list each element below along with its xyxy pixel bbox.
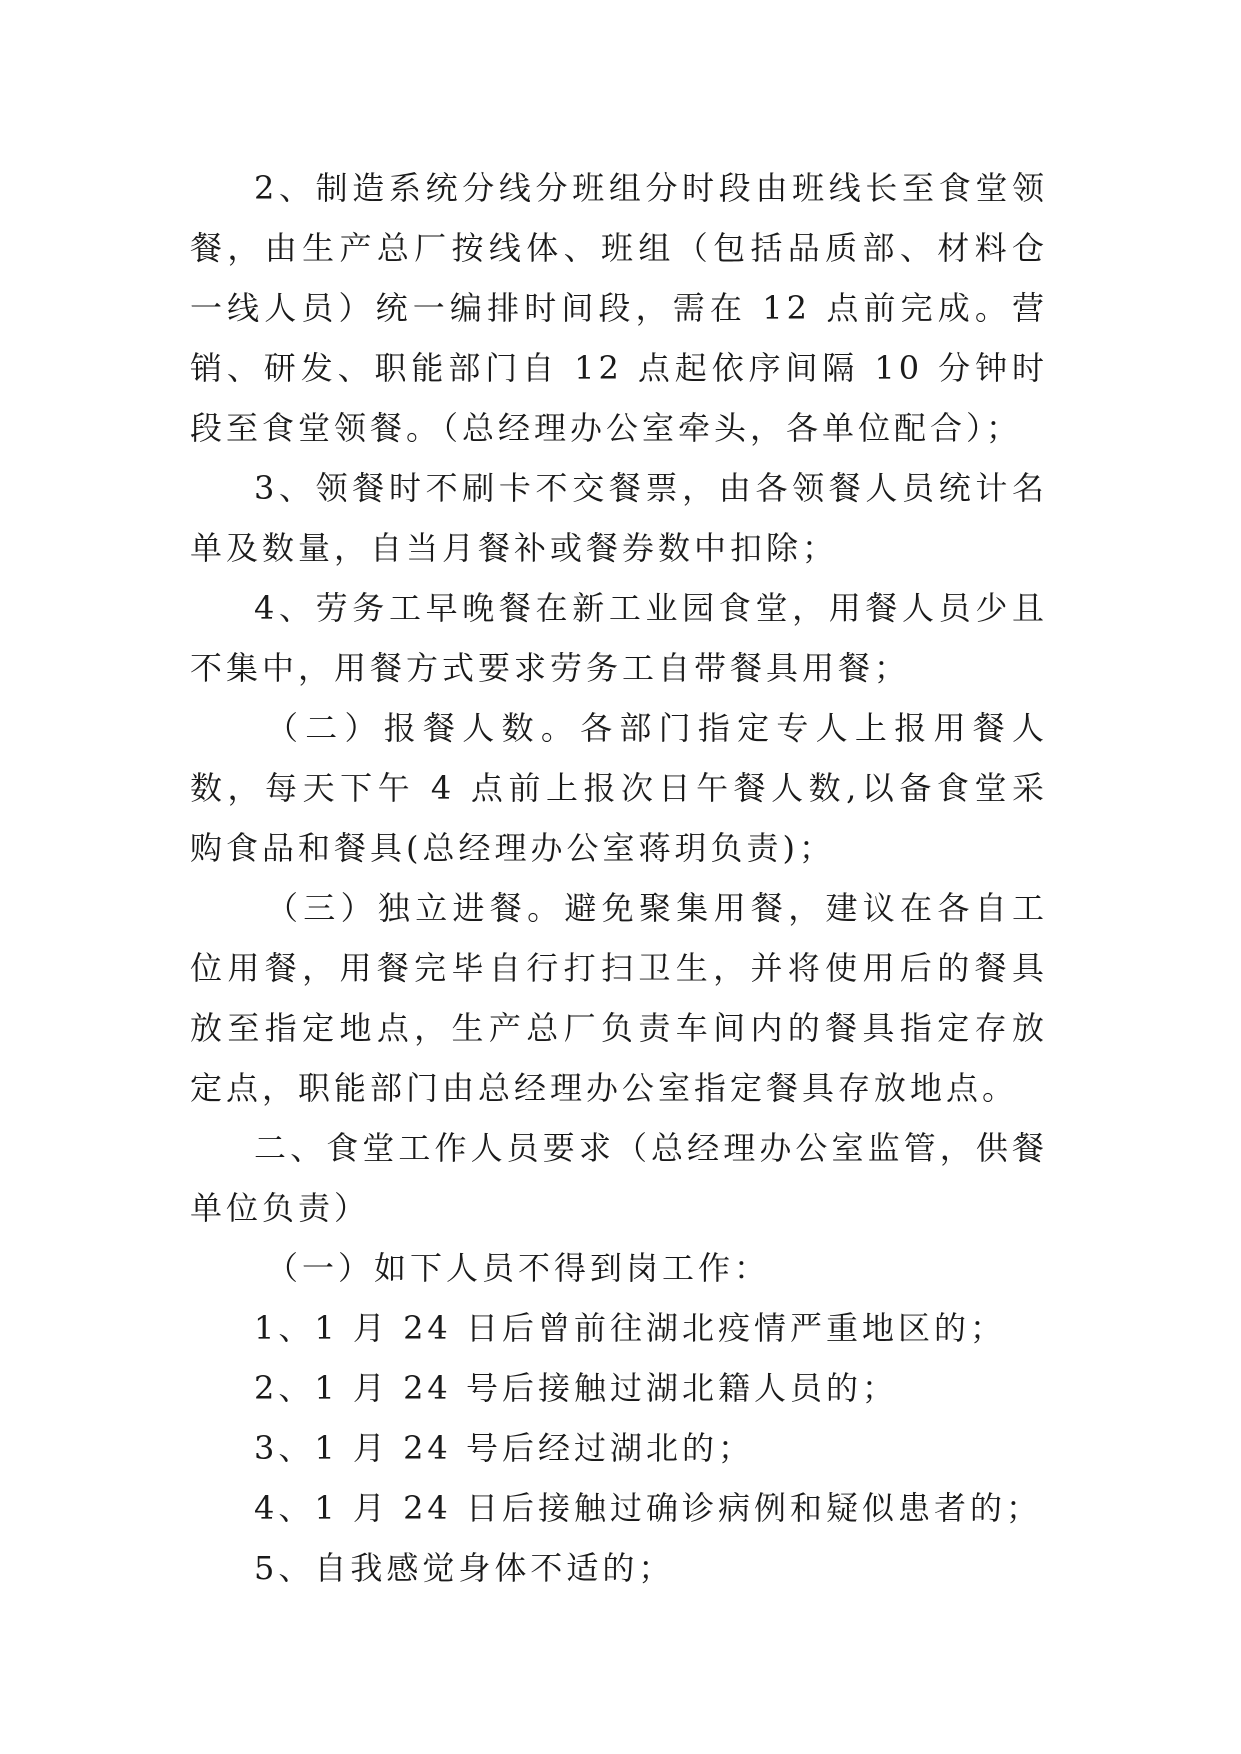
paragraph-subsection-1: （一）如下人员不得到岗工作： (266, 1249, 771, 1287)
list-item-1: 1、1 月 24 日后曾前往湖北疫情严重地区的； (254, 1309, 1006, 1347)
list-item-3: 3、1 月 24 号后经过湖北的； (254, 1429, 754, 1467)
list-item-2: 2、1 月 24 号后接触过湖北籍人员的； (254, 1369, 898, 1407)
list-item-5: 5、自我感觉身体不适的； (254, 1549, 675, 1587)
list-item-4: 4、1 月 24 日后接触过确诊病例和疑似患者的； (254, 1489, 1042, 1527)
paragraph-item-4: 4、劳务工早晚餐在新工业园食堂，用餐人员少且不集中，用餐方式要求劳务工自带餐具用餐； (190, 589, 1048, 687)
paragraph-item-3: 3、领餐时不刷卡不交餐票，由各领餐人员统计名单及数量，自当月餐补或餐券数中扣除； (190, 469, 1048, 567)
paragraph-section-2: （二）报餐人数。各部门指定专人上报用餐人数，每天下午 4 点前上报次日午餐人数,以备食堂采购食品和餐具(总经理办公室蒋玥负责)； (190, 709, 1048, 867)
heading-staff-requirements: 二、食堂工作人员要求（总经理办公室监管，供餐单位负责） (190, 1129, 1048, 1227)
document-body (190, 158, 1048, 1598)
paragraph-section-3: （三）独立进餐。避免聚集用餐，建议在各自工位用餐，用餐完毕自行打扫卫生，并将使用后的餐具放至指定地点，生产总厂负责车间内的餐具指定存放定点，职能部门由总经理办公室指定餐具存放地点。 (190, 889, 1048, 1107)
paragraph-item-2: 2、制造系统分线分班组分时段由班线长至食堂领餐，由生产总厂按线体、班组（包括品质部、材料仓一线人员）统一编排时间段，需在 12 点前完成。营销、研发、职能部门自 12 点起依序间隔 10 分钟时段至食堂领餐。（总经理办公室牵头，各单位配合）； (190, 169, 1048, 447)
